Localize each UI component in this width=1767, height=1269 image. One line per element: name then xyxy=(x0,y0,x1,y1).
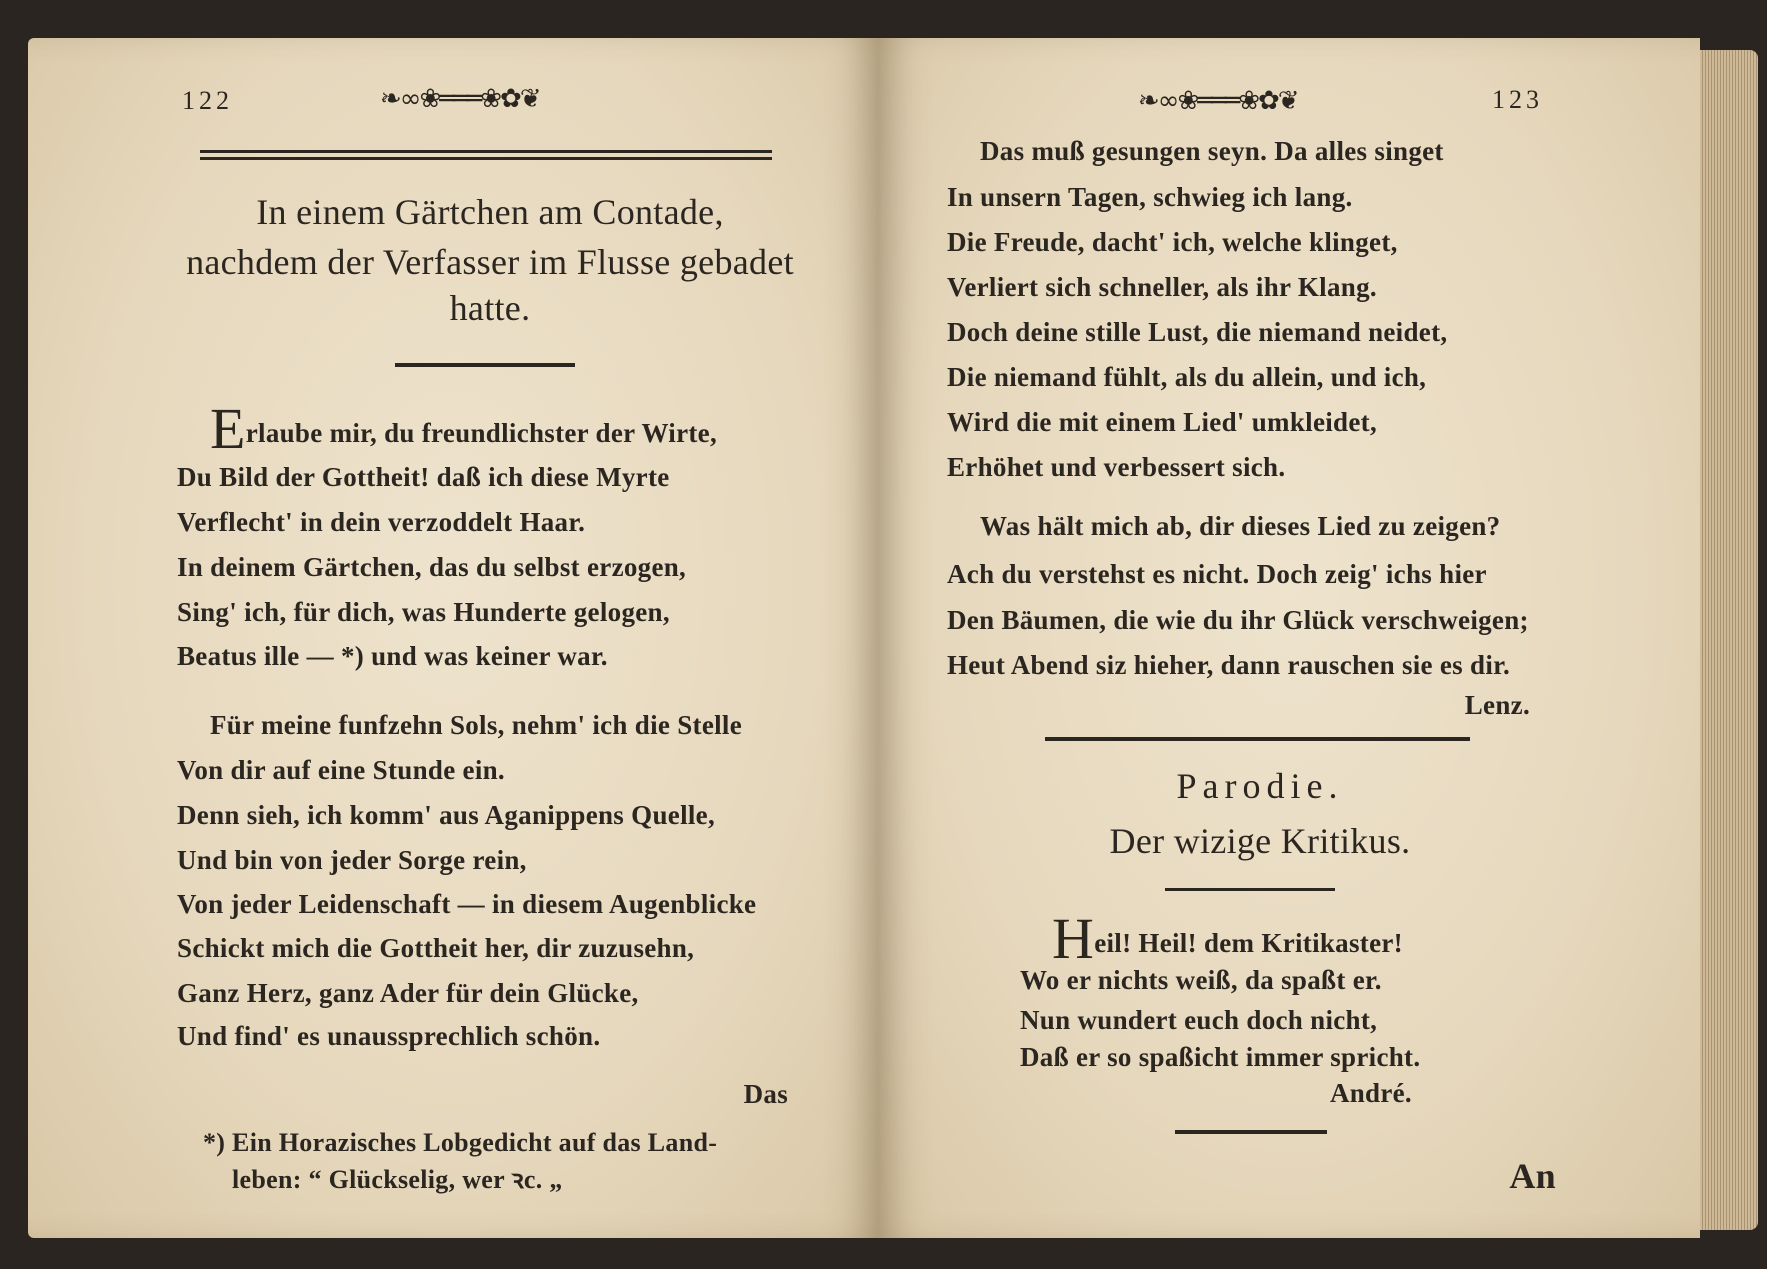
catchword-left: Das xyxy=(743,1079,788,1109)
catchword-right: An xyxy=(1509,1156,1556,1196)
page-number-right: 123 xyxy=(1492,85,1543,114)
verse-line xyxy=(210,396,717,461)
verse-line: Von jeder Leidenschaft — in diesem Augenblicke xyxy=(177,889,757,919)
poem-title-line: In einem Gärtchen am Contade, xyxy=(256,192,724,232)
verse-line: Ach du verstehst es nicht. Doch zeig' ichs hier xyxy=(947,559,1487,589)
verse-line xyxy=(1052,906,1403,971)
verse-line: Verliert sich schneller, als ihr Klang. xyxy=(947,272,1377,302)
verse-line: Erhöhet und verbessert sich. xyxy=(947,452,1286,482)
verse-line: Du Bild der Gottheit! daß ich diese Myrte xyxy=(177,462,670,492)
verse-line: Doch deine stille Lust, die niemand neidet, xyxy=(947,317,1448,347)
drop-cap: H xyxy=(1052,906,1095,971)
verse-line: Das muß gesungen seyn. Da alles singet xyxy=(980,136,1444,166)
verse-line: Die Freude, dacht' ich, welche klinget, xyxy=(947,227,1398,257)
verse-text: rlaube mir, du freundlichster der Wirte, xyxy=(245,418,717,448)
verse-line: Was hält mich ab, dir dieses Lied zu zeigen? xyxy=(980,511,1501,541)
page-edges xyxy=(1700,50,1758,1230)
footnote-line: *) Ein Horazisches Lobgedicht auf das Land- xyxy=(203,1128,718,1157)
verse-line: Sing' ich, für dich, was Hunderte gelogen, xyxy=(177,597,670,627)
double-rule-top xyxy=(200,150,772,153)
footnote-line: leben: “ Glückselig, wer ꝛc. „ xyxy=(232,1165,563,1194)
poem-title-line: nachdem der Verfasser im Flusse gebadet xyxy=(186,242,794,282)
end-divider xyxy=(1175,1130,1327,1134)
verse-line: Den Bäumen, die wie du ihr Glück verschweigen; xyxy=(947,605,1529,635)
verse-line: Ganz Herz, ganz Ader für dein Glücke, xyxy=(177,978,639,1008)
title-divider xyxy=(395,363,575,367)
drop-cap: E xyxy=(210,396,246,461)
verse-line: Für meine funfzehn Sols, nehm' ich die Stelle xyxy=(210,710,743,740)
floral-ornament-icon: ❧∞❀═══❀✿❦ xyxy=(380,84,540,114)
verse-line: In unsern Tagen, schwieg ich lang. xyxy=(947,182,1353,212)
verse-line: In deinem Gärtchen, das du selbst erzogen, xyxy=(177,552,687,582)
verse-line: Wo er nichts weiß, da spaßt er. xyxy=(1020,965,1382,995)
poem-subtitle: Der wizige Kritikus. xyxy=(1109,821,1411,861)
author-signature: Lenz. xyxy=(1464,690,1530,720)
verse-line: Schickt mich die Gottheit her, dir zuzusehn, xyxy=(177,933,695,963)
verse-line: Und bin von jeder Sorge rein, xyxy=(177,845,527,875)
verse-line: Verflecht' in dein verzoddelt Haar. xyxy=(177,507,586,537)
author-signature: André. xyxy=(1329,1078,1412,1108)
title-divider xyxy=(1165,888,1335,891)
page-number-left: 122 xyxy=(182,86,233,115)
verse-line: Daß er so spaßicht immer spricht. xyxy=(1020,1042,1421,1072)
verse-line: Denn sieh, ich komm' aus Aganippens Quelle, xyxy=(177,800,716,830)
floral-ornament-icon: ❧∞❀═══❀✿❦ xyxy=(1138,86,1298,116)
section-divider xyxy=(1045,737,1470,741)
verse-line: Und find' es unaussprechlich schön. xyxy=(177,1021,601,1051)
verse-line: Nun wundert euch doch nicht, xyxy=(1020,1005,1378,1035)
section-heading: Parodie. xyxy=(1176,766,1344,806)
verse-text: eil! Heil! dem Kritikaster! xyxy=(1094,928,1403,958)
verse-line: Wird die mit einem Lied' umkleidet, xyxy=(947,407,1377,437)
poem-title-line: hatte. xyxy=(449,288,531,328)
verse-line: Heut Abend siz hieher, dann rauschen sie es dir. xyxy=(947,650,1510,680)
verse-line: Von dir auf eine Stunde ein. xyxy=(177,755,505,785)
verse-line: Beatus ille — *) und was keiner war. xyxy=(177,641,608,671)
double-rule-bottom xyxy=(200,157,772,160)
verse-line: Die niemand fühlt, als du allein, und ich, xyxy=(947,362,1427,392)
